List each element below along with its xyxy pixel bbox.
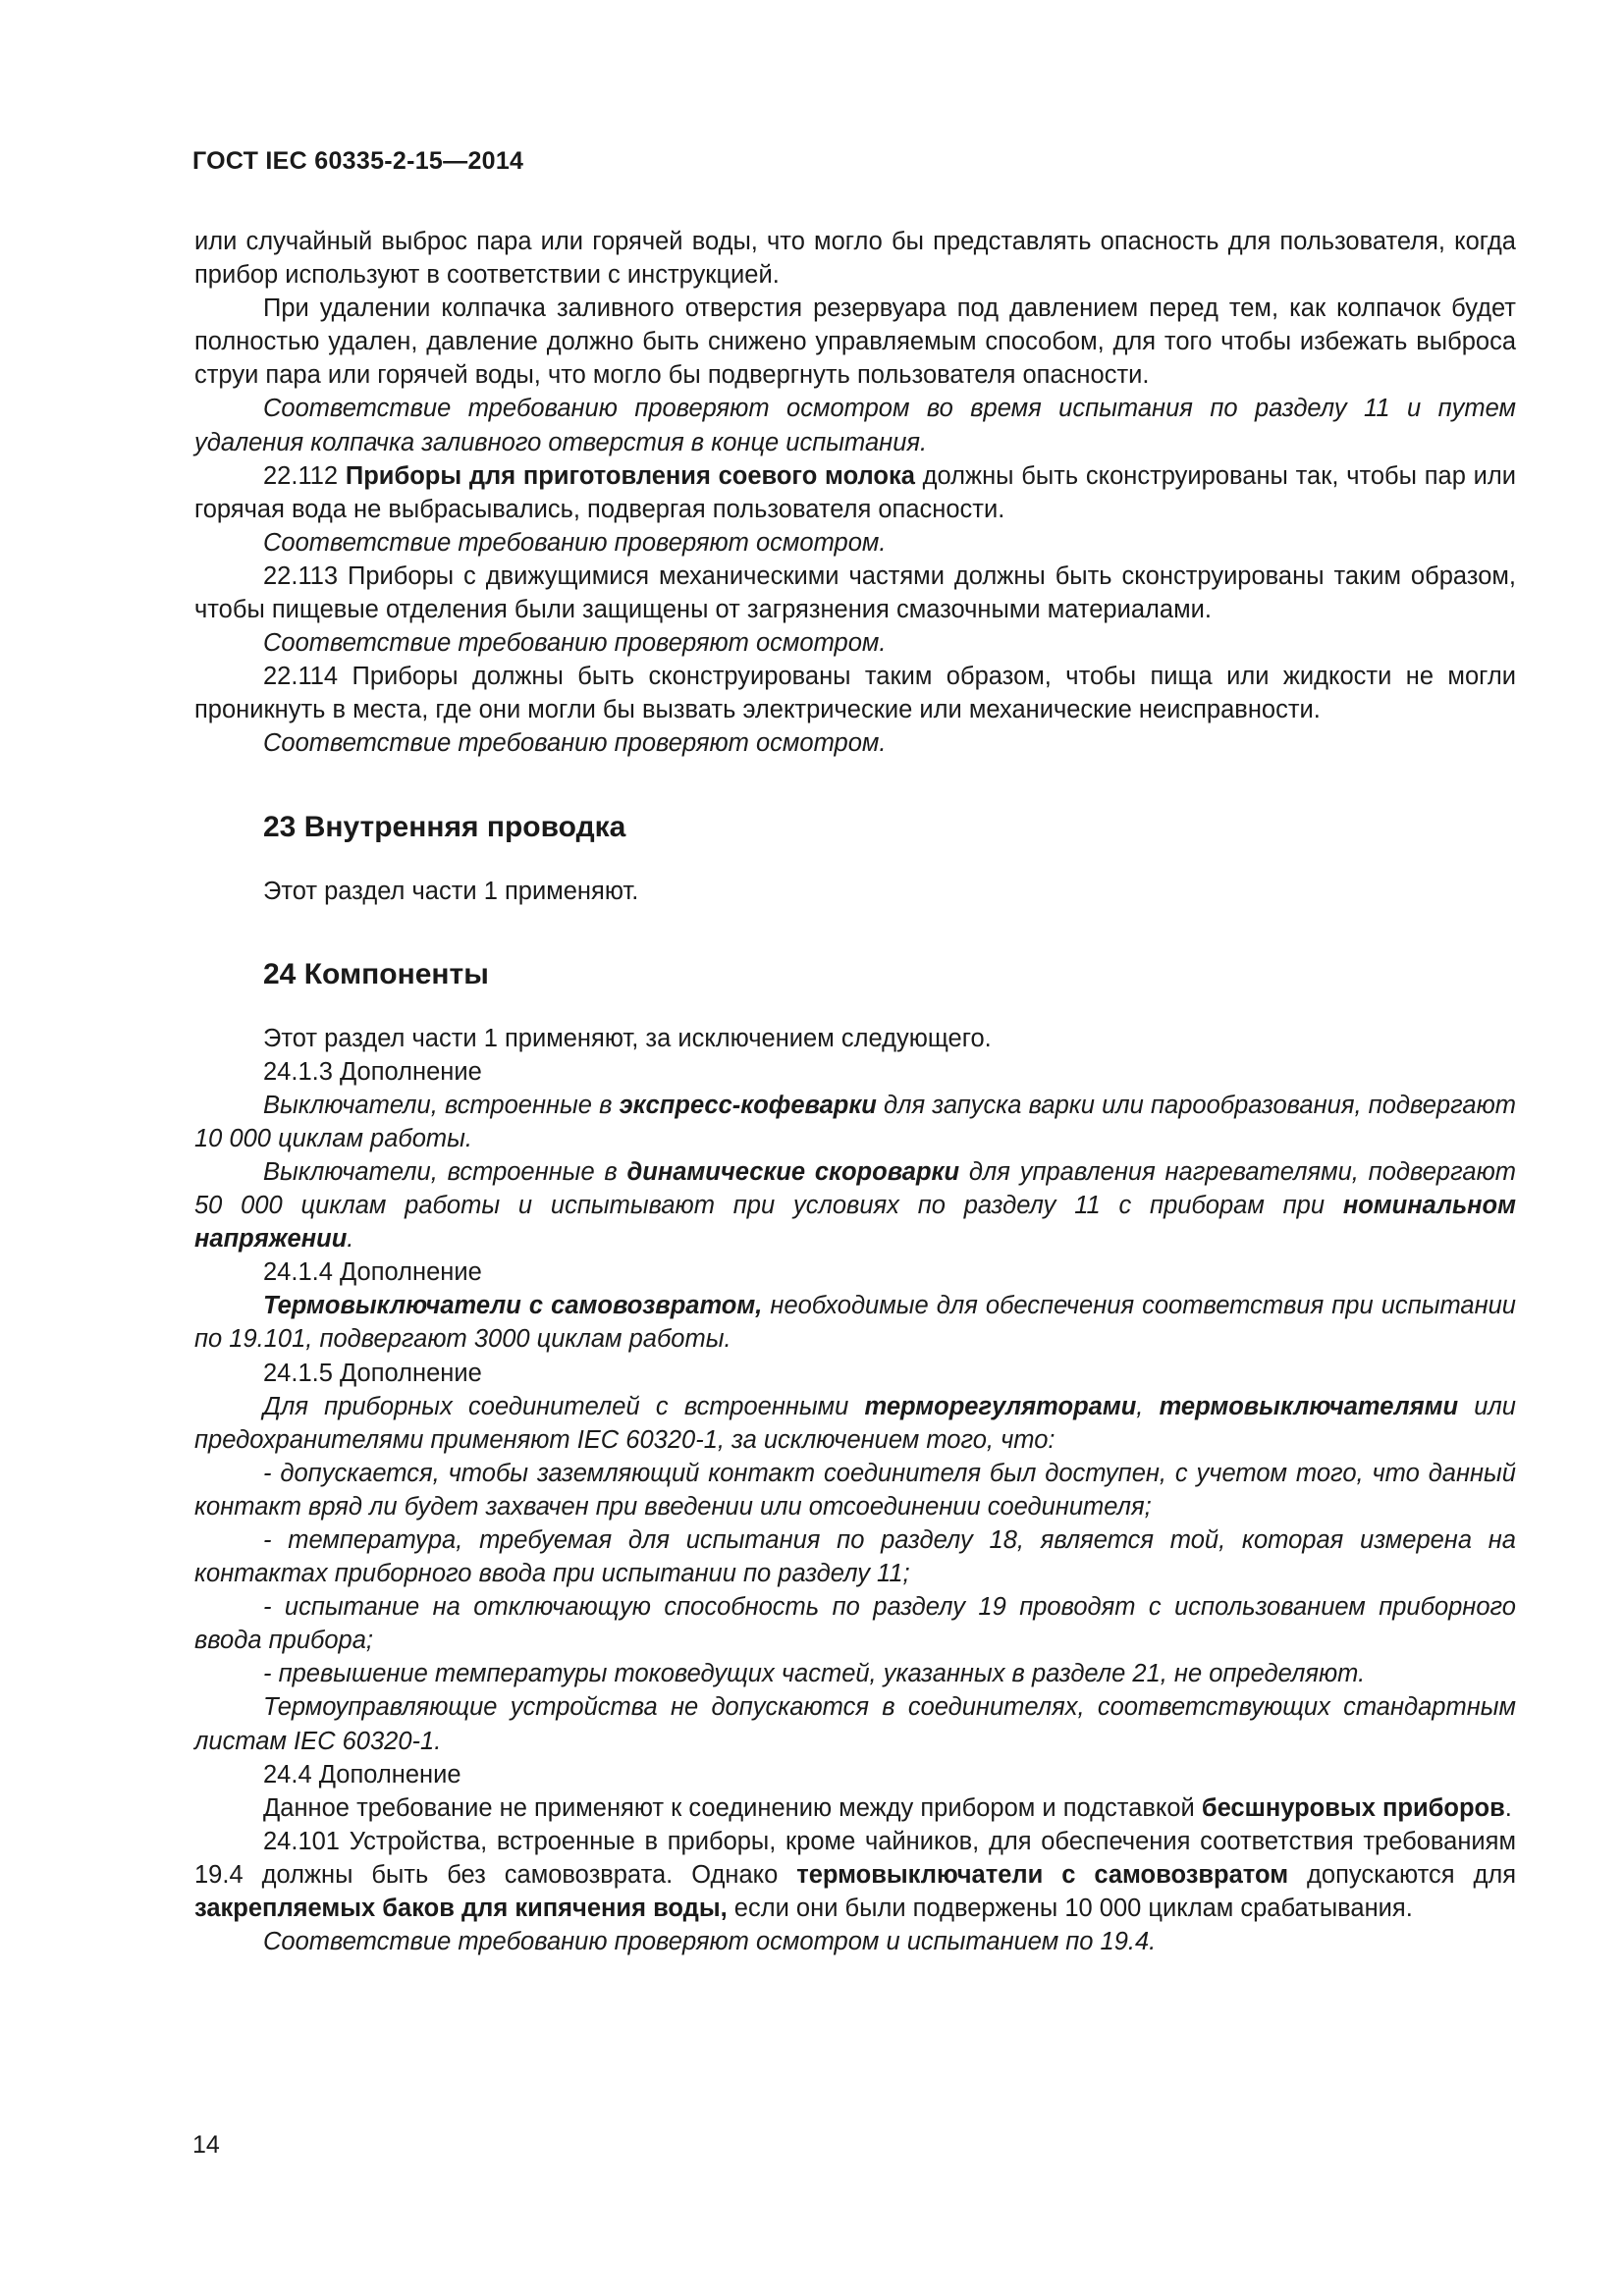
paragraph: или случайный выброс пара или горячей воды, что могло бы представлять опасность для пользователя, когда прибор используют в соответствии с инструкцией. <box>194 228 1516 290</box>
defined-term: номинальном напряжении <box>194 1192 1516 1254</box>
defined-term: закрепляемых баков для кипячения воды, <box>194 1895 728 1923</box>
clause-22-114: 22.114 Приборы должны быть сконструированы таким образом, чтобы пища или жидкости не могли проникнуть в места, где они могли бы вызвать электрические или механические неисправности. <box>194 663 1516 724</box>
defined-term: бесшнуровых приборов <box>1201 1793 1505 1822</box>
defined-term: терморегуляторами <box>864 1392 1137 1420</box>
clause-22-112: 22.112 Приборы для приготовления соевого молока должны быть сконструированы так, чтобы пар или горячая вода не выбрасывались, подвергая пользователя опасности. <box>194 461 1517 523</box>
defined-term: экспресс-кофеварки <box>619 1091 877 1119</box>
paragraph: Для приборных соединителей с встроенными терморегуляторами, термовыключателями или предохранителями применяют IEC 60320-1, за исключением того, что: <box>194 1392 1516 1454</box>
paragraph: Этот раздел части 1 применяют, за исключением следующего. <box>263 1024 992 1052</box>
list-item: - температура, требуемая для испытания по разделу 18, является той, которая измерена на контактах приборного ввода при испытании по разделу 11; <box>194 1526 1516 1588</box>
section-heading-24: 24 Компоненты <box>263 957 489 990</box>
clause-24-1-4: 24.1.4 Дополнение <box>263 1258 482 1287</box>
defined-term: термовыключатели с самовозвратом <box>796 1860 1289 1889</box>
compliance-note: Соответствие требованию проверяют осмотром. <box>263 528 887 557</box>
compliance-note: Соответствие требованию проверяют осмотром и испытанием по 19.4. <box>263 1928 1157 1956</box>
page-number: 14 <box>192 2131 220 2159</box>
clause-24-1-3: 24.1.3 Дополнение <box>263 1057 482 1086</box>
paragraph: Этот раздел части 1 применяют. <box>263 877 639 905</box>
list-item: - допускается, чтобы заземляющий контакт соединителя был доступен, с учетом того, что данный контакт вряд ли будет захвачен при введении или отсоединении соединителя; <box>194 1459 1516 1521</box>
paragraph: Выключатели, встроенные в экспресс-кофеварки для запуска варки или парообразования, подвергают 10 000 циклам работы. <box>194 1091 1516 1152</box>
document-header: ГОСТ IEC 60335-2-15—2014 <box>192 147 524 175</box>
paragraph: Выключатели, встроенные в динамические скороварки для управления нагревателями, подвергают 50 000 циклам работы и испытывают при условиях по разделу 11 с приборам при номинальном напряжении. <box>194 1157 1516 1254</box>
paragraph: Данное требование не применяют к соединению между прибором и подставкой бесшнуровых приборов. <box>263 1793 1512 1822</box>
paragraph: При удалении колпачка заливного отверстия резервуара под давлением перед тем, как колпачок будет полностью удален, давление должно быть снижено управляемым способом, для того чтобы избежать выброса струи пара или горячей воды, что могло бы подвергнуть пользователя опасности. <box>194 294 1516 390</box>
compliance-note: Соответствие требованию проверяют осмотром во время испытания по разделу 11 и путем удаления колпачка заливного отверстия в конце испытания. <box>194 395 1516 456</box>
compliance-note: Соответствие требованию проверяют осмотром. <box>263 729 887 758</box>
defined-term: Приборы для приготовления соевого молока <box>345 461 915 490</box>
list-item: - превышение температуры токоведущих частей, указанных в разделе 21, не определяют. <box>263 1660 1366 1688</box>
clause-24-4: 24.4 Дополнение <box>263 1760 461 1789</box>
defined-term: термовыключателями <box>1159 1392 1459 1420</box>
paragraph: Термовыключатели с самовозвратом, необходимые для обеспечения соответствия при испытании по 19.101, подвергают 3000 циклам работы. <box>194 1292 1516 1354</box>
paragraph: Термоуправляющие устройства не допускаются в соединителях, соответствующих стандартным листам IEC 60320-1. <box>194 1693 1516 1755</box>
compliance-note: Соответствие требованию проверяют осмотром. <box>263 629 887 658</box>
clause-24-101: 24.101 Устройства, встроенные в приборы, кроме чайников, для обеспечения соответствия требованиям 19.4 должны быть без самовозврата. Однако термовыключатели с самовозвратом допускаются для закрепляемых баков для кипячения воды, если они были подвержены 10 000 циклам срабатывания. <box>194 1827 1517 1923</box>
clause-22-113: 22.113 Приборы с движущимися механическими частями должны быть сконструированы таким образом, чтобы пищевые отделения были защищены от загрязнения смазочными материалами. <box>194 561 1516 624</box>
section-heading-23: 23 Внутренняя проводка <box>263 810 626 843</box>
defined-term: Термовыключатели с самовозвратом, <box>263 1292 763 1320</box>
document-body <box>194 225 1516 1958</box>
list-item: - испытание на отключающую способность по разделу 19 проводят с использованием приборного ввода прибора; <box>194 1593 1516 1655</box>
defined-term: динамические скороварки <box>626 1157 960 1186</box>
clause-24-1-5: 24.1.5 Дополнение <box>263 1359 482 1387</box>
